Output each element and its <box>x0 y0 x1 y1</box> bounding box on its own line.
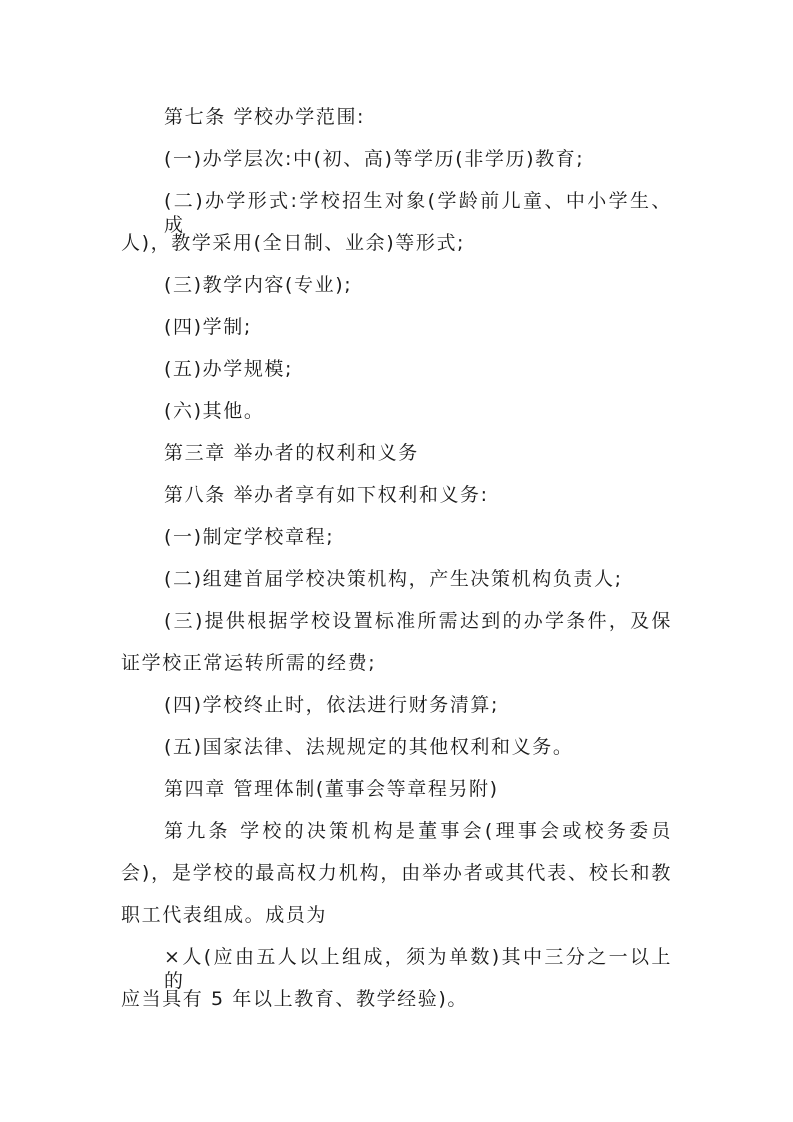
list-item: (四)学校终止时，依法进行财务清算; <box>164 694 500 716</box>
list-item: (六)其他。 <box>164 400 265 422</box>
list-item: (一)办学层次:中(初、高)等学历(非学历)教育; <box>164 148 585 170</box>
list-item: (五)国家法律、法规规定的其他权利和义务。 <box>164 736 574 758</box>
list-item-continuation: 证学校正常运转所需的经费; <box>121 652 377 674</box>
article-9-paragraph-line: 会)，是学校的最高权力机构，由举办者或其代表、校长和教 <box>121 862 672 884</box>
chapter-4-heading: 第四章 管理体制(董事会等章程另附) <box>164 778 499 800</box>
list-item: (二)组建首届学校决策机构，产生决策机构负责人; <box>164 568 623 590</box>
article-9-paragraph-line: 第九条 学校的决策机构是董事会(理事会或校务委员 <box>164 820 672 842</box>
article-8-heading: 第八条 举办者享有如下权利和义务: <box>164 484 489 506</box>
article-9-paragraph-line: 职工代表组成。成员为 <box>121 904 328 926</box>
article-9-paragraph-line: 应当具有 5 年以上教育、教学经验)。 <box>121 988 468 1010</box>
list-item: (二)办学形式:学校招生对象(学龄前儿童、中小学生、成 <box>164 190 672 236</box>
list-item-continuation: 人)，教学采用(全日制、业余)等形式; <box>121 232 466 254</box>
list-item: (五)办学规模; <box>164 358 294 380</box>
chapter-3-heading: 第三章 举办者的权利和义务 <box>164 442 419 464</box>
list-item: (三)提供根据学校设置标准所需达到的办学条件，及保 <box>164 610 672 632</box>
list-item: (四)学制; <box>164 316 252 338</box>
article-7-heading: 第七条 学校办学范围: <box>164 106 366 128</box>
list-item: (三)教学内容(专业); <box>164 274 353 296</box>
list-item: (一)制定学校章程; <box>164 526 335 548</box>
article-9-paragraph-line: ×人(应由五人以上组成，须为单数)其中三分之一以上的 <box>164 946 672 992</box>
